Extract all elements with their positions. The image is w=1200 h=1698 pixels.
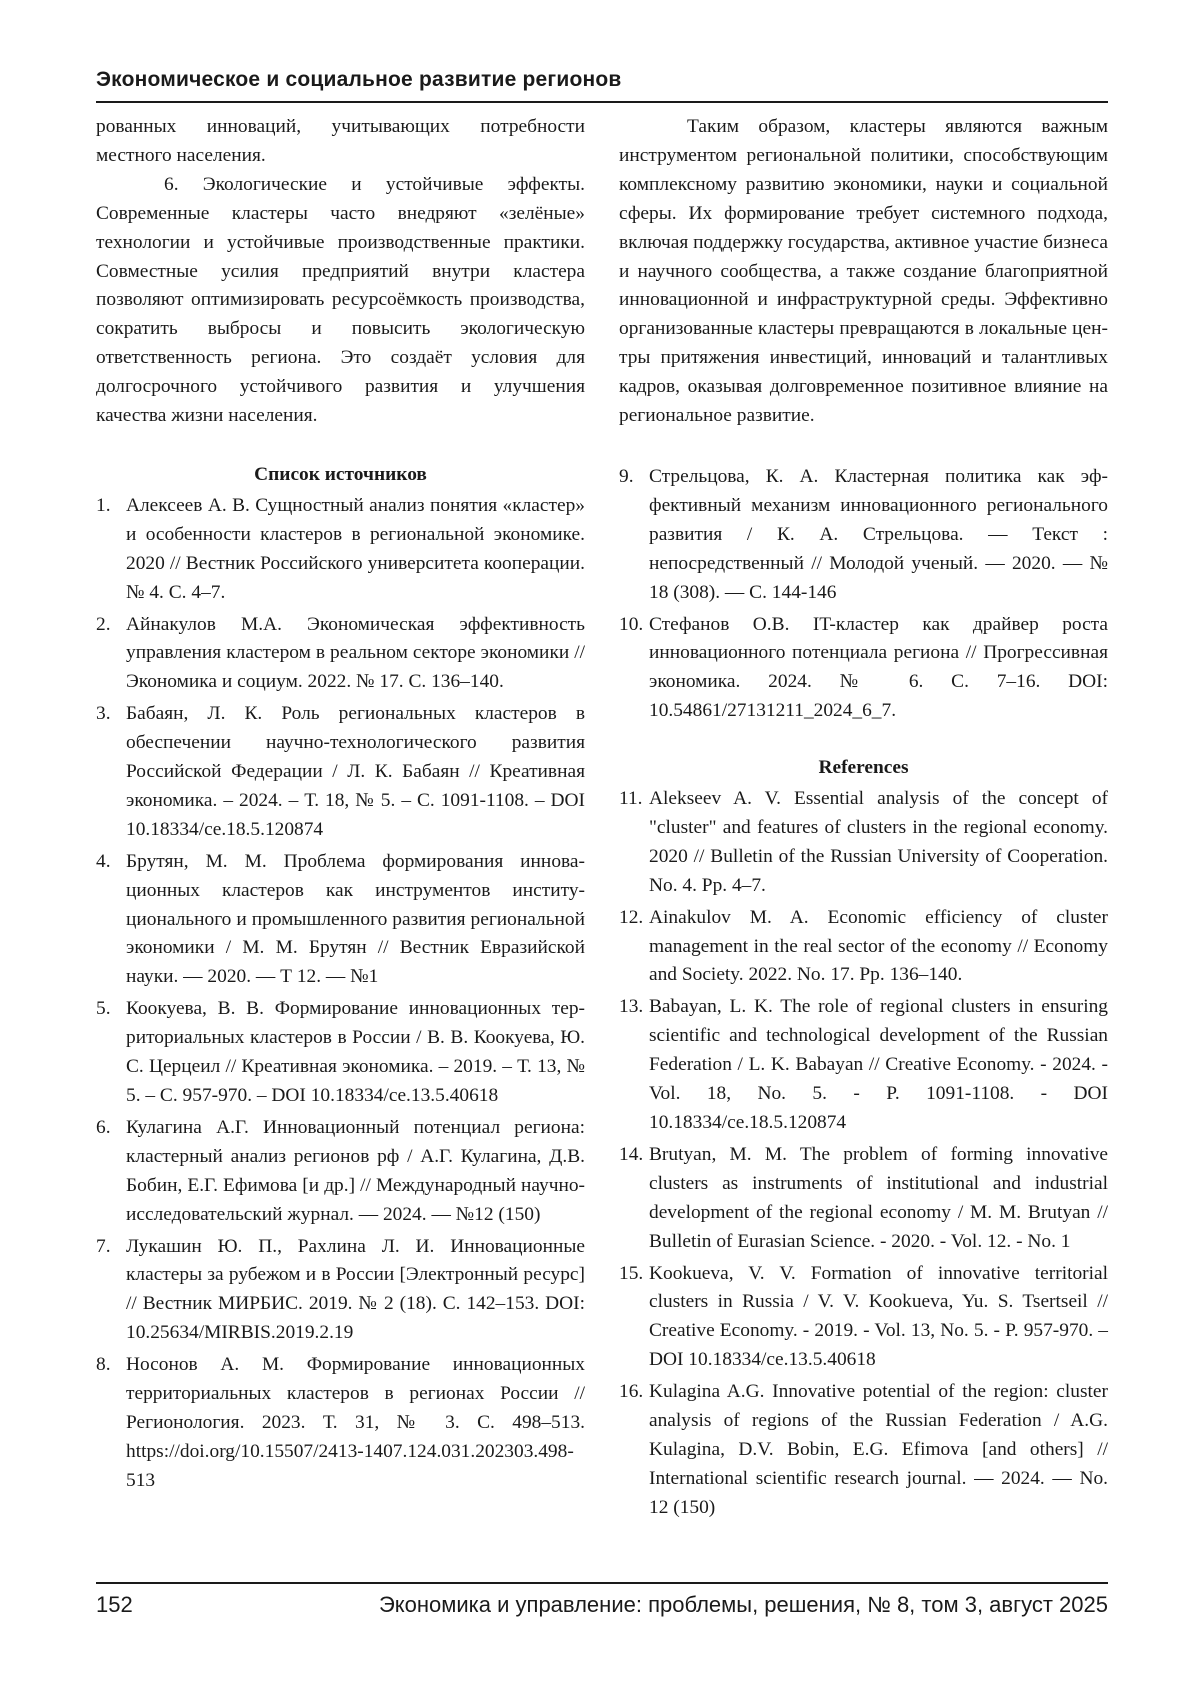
- sources-list-continued: [619, 463, 1108, 726]
- source-text: Стрельцова, К. А. Кластерная политика как эффективный механизм инновационного регионального развития / К. А. Стрельцова. — Текст : непосредственный // Молодой ученый. — 2020. — № 18 (308). — С. 144-146: [649, 465, 1108, 603]
- right-column: [619, 113, 1108, 1526]
- references-heading: References: [818, 757, 909, 779]
- reference-number: 11.: [619, 788, 643, 810]
- sources-heading: Список источников: [254, 463, 427, 485]
- source-text: Алексеев А. В. Сущностный анализ понятия «кластер» и особенности кластеров в региональной экономике. 2020 // Вестник Российского университета кооперации. № 4. С. 4–7.: [126, 494, 585, 603]
- reference-item: [619, 993, 1108, 1138]
- source-item: [96, 1114, 585, 1230]
- header-rule: [96, 101, 1108, 103]
- reference-item: [619, 1378, 1108, 1523]
- source-text: Коокуева, В. В. Формирование инновационных территориальных кластеров в России / В. В. Коокуева, Ю. С. Церцеил // Креативная экономика. – 2019. – Т. 13, № 5. – С. 957-970. – DOI 10.18334/ce.13.5.40618: [126, 998, 585, 1106]
- reference-text: Ainakulov M. A. Economic efficiency of cluster management in the real sector of the economy // Economy and Society. 2022. No. 17. Pp. 136–140.: [649, 906, 1108, 986]
- body-paragraph: 6. Экологические и устойчивые эффекты. Современные кластеры часто внедряют «зелёные» технологии и устойчивые производственные практики. Совместные усилия предприятий внутри кластера позволяют оптимизировать ресурсоёмкость производства, сократить выбросы и повысить экологическую ответственность региона. Это создаёт условия для долгосрочного устойчивого развития и улучшения качества жизни населения.: [96, 173, 585, 427]
- source-text: Бабаян, Л. К. Роль региональных кластеров в обеспечении научно-технологического развития Российской Федерации / Л. К. Бабаян // Креативная экономика. – 2024. – Т. 18, № 5. – С. 1091-1108. – DOI 10.18334/ce.18.5.120874: [126, 703, 585, 840]
- footer-rule: [96, 1582, 1108, 1584]
- source-number: 5.: [96, 998, 111, 1020]
- source-item: [619, 611, 1108, 727]
- source-text: Кулагина А.Г. Инновационный потенциал региона: кластерный анализ регионов рф / А.Г. Кулагина, Д.В. Бобин, Е.Г. Ефимова [и др.] // Международный научно-исследовательский журнал. — 2024. — №12 (150): [126, 1116, 585, 1225]
- reference-text: Alekseev A. V. Essential analysis of the concept of "cluster" and features of clusters in the regional economy. 2020 // Bulletin of the Russian University of Cooperation. No. 4. Pp. 4–7.: [649, 788, 1108, 896]
- reference-text: Kulagina A.G. Innovative potential of the region: cluster analysis of regions of the Russian Federation / A.G. Kulagina, D.V. Bobin, E.G. Efimova [and others] // International scientific research journal. — 2024. — No. 12 (150): [649, 1381, 1108, 1518]
- body-paragraph: рованных инноваций, учитывающих потребности местного населения.: [96, 116, 585, 166]
- reference-item: [619, 1141, 1108, 1257]
- source-text: Стефанов О.В. IT-кластер как драйвер роста инновационного потенциала региона // Прогрессивная экономика. 2024. № 6. С. 7–16. DOI: 10.54861/27131211_2024_6_7.: [649, 613, 1108, 722]
- reference-item: [619, 904, 1108, 991]
- reference-number: 12.: [619, 906, 644, 928]
- source-number: 4.: [96, 850, 111, 872]
- reference-item: [619, 785, 1108, 901]
- source-text: Айнакулов М.А. Экономическая эффективность управления кластером в реальном секторе экономики // Экономика и социум. 2022. № 17. С. 136–140.: [126, 613, 585, 693]
- sources-list: [96, 492, 585, 1496]
- page-number: 152: [96, 1592, 133, 1617]
- source-number: 6.: [96, 1116, 111, 1138]
- source-item: [96, 848, 585, 993]
- source-number: 10.: [619, 613, 644, 635]
- source-text: Лукашин Ю. П., Рахлина Л. И. Инновационные кластеры за рубежом и в России [Электронный ресурс] // Вестник МИРБИС. 2019. № 2 (18). С. 142–153. DOI: 10.25634/MIRBIS.2019.2.19: [126, 1235, 585, 1344]
- source-item: [96, 700, 585, 845]
- reference-item: [619, 1260, 1108, 1376]
- source-number: 1.: [96, 494, 111, 516]
- source-item: [96, 611, 585, 698]
- source-item: [96, 1233, 585, 1349]
- references-list: [619, 785, 1108, 1523]
- source-item: [96, 995, 585, 1111]
- body-paragraph: Таким образом, кластеры являются важным инструментом региональной политики, способствующим комплексному развитию экономики, науки и социальной сферы. Их формирование требует системного подхода, включая поддержку государства, активное участие бизнеса и научного сообщества, а также создание благоприятной инновационной и инфраструктурной среды. Эффективно организованные кластеры превращаются в локальные центры притяжения инвестиций, инноваций и талантливых кадров, оказывая долговременное позитивное влияние на региональное развитие.: [619, 116, 1109, 427]
- reference-number: 15.: [619, 1262, 644, 1284]
- reference-number: 14.: [619, 1143, 644, 1165]
- source-text: Брутян, М. М. Проблема формирования инновационных кластеров как инструментов институционального и промышленного развития региональной экономики / М. М. Брутян // Вестник Евразийской науки. — 2020. — Т 12. — №1: [126, 850, 585, 988]
- reference-number: 16.: [619, 1381, 644, 1403]
- running-head-title: Экономическое и социальное развитие регионов: [96, 68, 622, 91]
- left-column: [96, 113, 585, 1499]
- reference-text: Brutyan, M. M. The problem of forming innovative clusters as instruments of institutional and industrial development of the regional economy / M. M. Brutyan // Bulletin of Eurasian Science. - 2020. - Vol. 12. - No. 1: [649, 1143, 1108, 1252]
- journal-footer: Экономика и управление: проблемы, решения, № 8, том 3, август 2025: [378, 1592, 1108, 1617]
- reference-number: 13.: [619, 996, 644, 1018]
- reference-text: Babayan, L. K. The role of regional clusters in ensuring scientific and technological development of the Russian Federation / L. K. Babayan // Creative Economy. - 2024. - Vol. 18, No. 5. - P. 1091-1108. - DOI 10.18334/ce.18.5.120874: [649, 996, 1108, 1133]
- source-text: Носонов А. М. Формирование инновационных территориальных кластеров в регионах России // Регионология. 2023. Т. 31, № 3. С. 498–513. https://doi.org/10.15507/2413-1407.124.031.202303.498-513: [126, 1354, 585, 1491]
- source-item: [96, 492, 585, 608]
- source-item: [96, 1351, 585, 1496]
- reference-text: Kookueva, V. V. Formation of innovative territorial clusters in Russia / V. V. Kookueva, Yu. S. Tsertseil // Creative Economy. - 2019. - Vol. 13, No. 5. - P. 957-970. – DOI 10.18334/ce.13.5.40618: [649, 1262, 1108, 1371]
- source-number: 9.: [619, 465, 634, 487]
- source-item: [619, 463, 1108, 608]
- source-number: 7.: [96, 1235, 111, 1257]
- source-number: 3.: [96, 703, 111, 725]
- source-number: 8.: [96, 1354, 111, 1376]
- source-number: 2.: [96, 613, 111, 635]
